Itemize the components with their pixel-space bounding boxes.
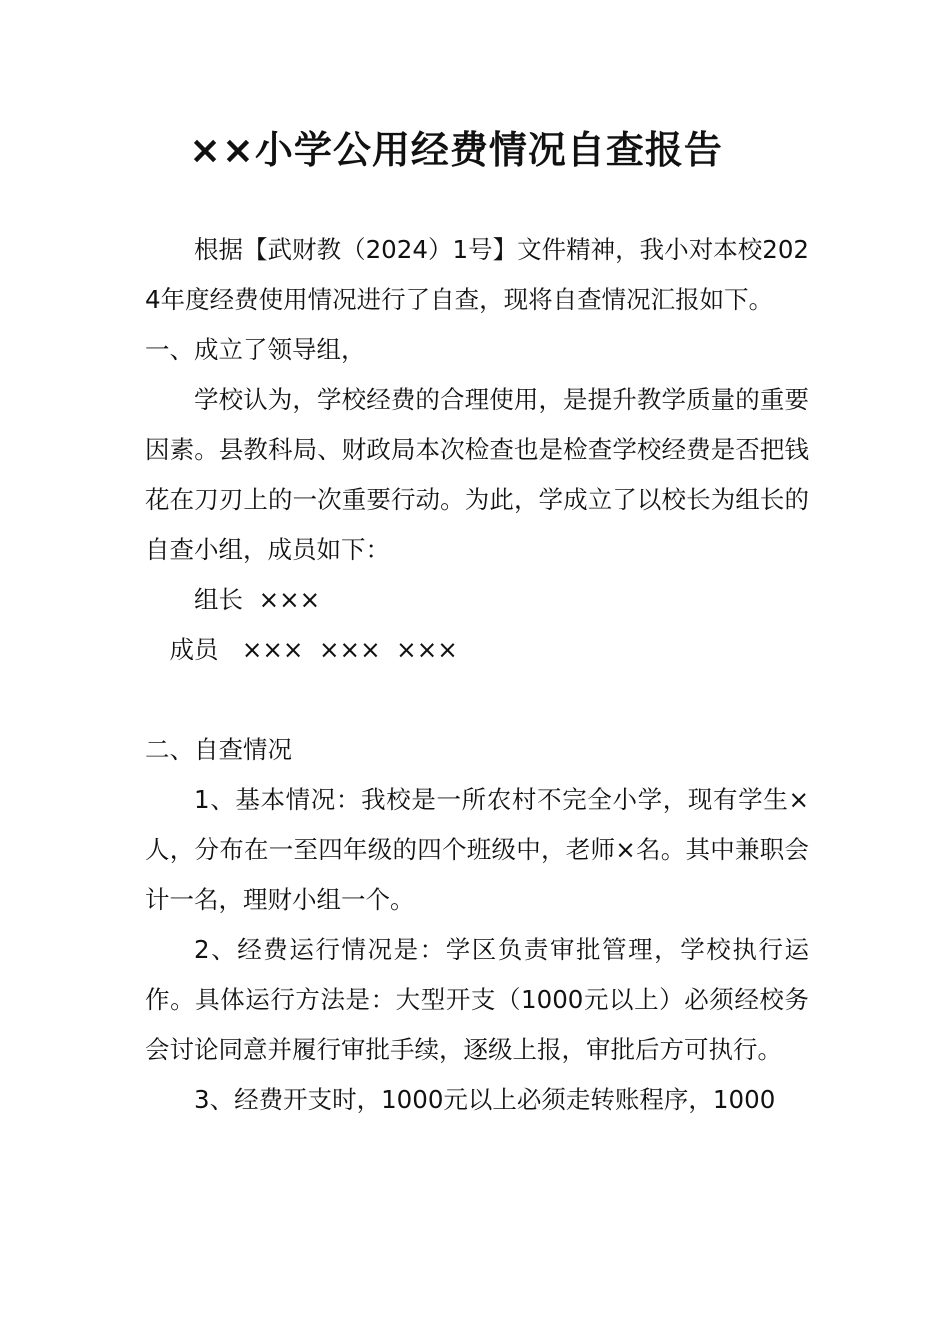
document-body — [145, 225, 809, 1125]
section-2-item-1: 1、基本情况：我校是一所农村不完全小学，现有学生×人，分布在一至四年级的四个班级中，老师×名。其中兼职会计一名，理财小组一个。 — [145, 785, 809, 914]
section-2-item-3: 3、经费开支时，1000元以上必须走转账程序，1000 — [194, 1085, 776, 1114]
section-2-heading: 二、自查情况 — [145, 735, 292, 764]
section-1-heading: 一、成立了领导组， — [145, 335, 366, 364]
leader-line: 组长 ××× — [194, 585, 321, 614]
section-2-item-2: 2、经费运行情况是：学区负责审批管理，学校执行运作。具体运行方法是：大型开支（1000元以上）必须经校务会讨论同意并履行审批手续，逐级上报，审批后方可执行。 — [145, 935, 809, 1064]
members-line: 成员 ××× ××× ××× — [169, 635, 458, 664]
section-1-paragraph: 学校认为，学校经费的合理使用，是提升教学质量的重要因素。县教科局、财政局本次检查也是检查学校经费是否把钱花在刀刃上的一次重要行动。为此，学成立了以校长为组长的自查小组，成员如下： — [145, 385, 809, 564]
intro-paragraph: 根据【武财教（2024）1号】文件精神，我小对本校2024年度经费使用情况进行了自查，现将自查情况汇报如下。 — [145, 235, 809, 314]
blank-line — [145, 675, 809, 725]
document-title: ××小学公用经费情况自查报告 — [189, 128, 723, 172]
